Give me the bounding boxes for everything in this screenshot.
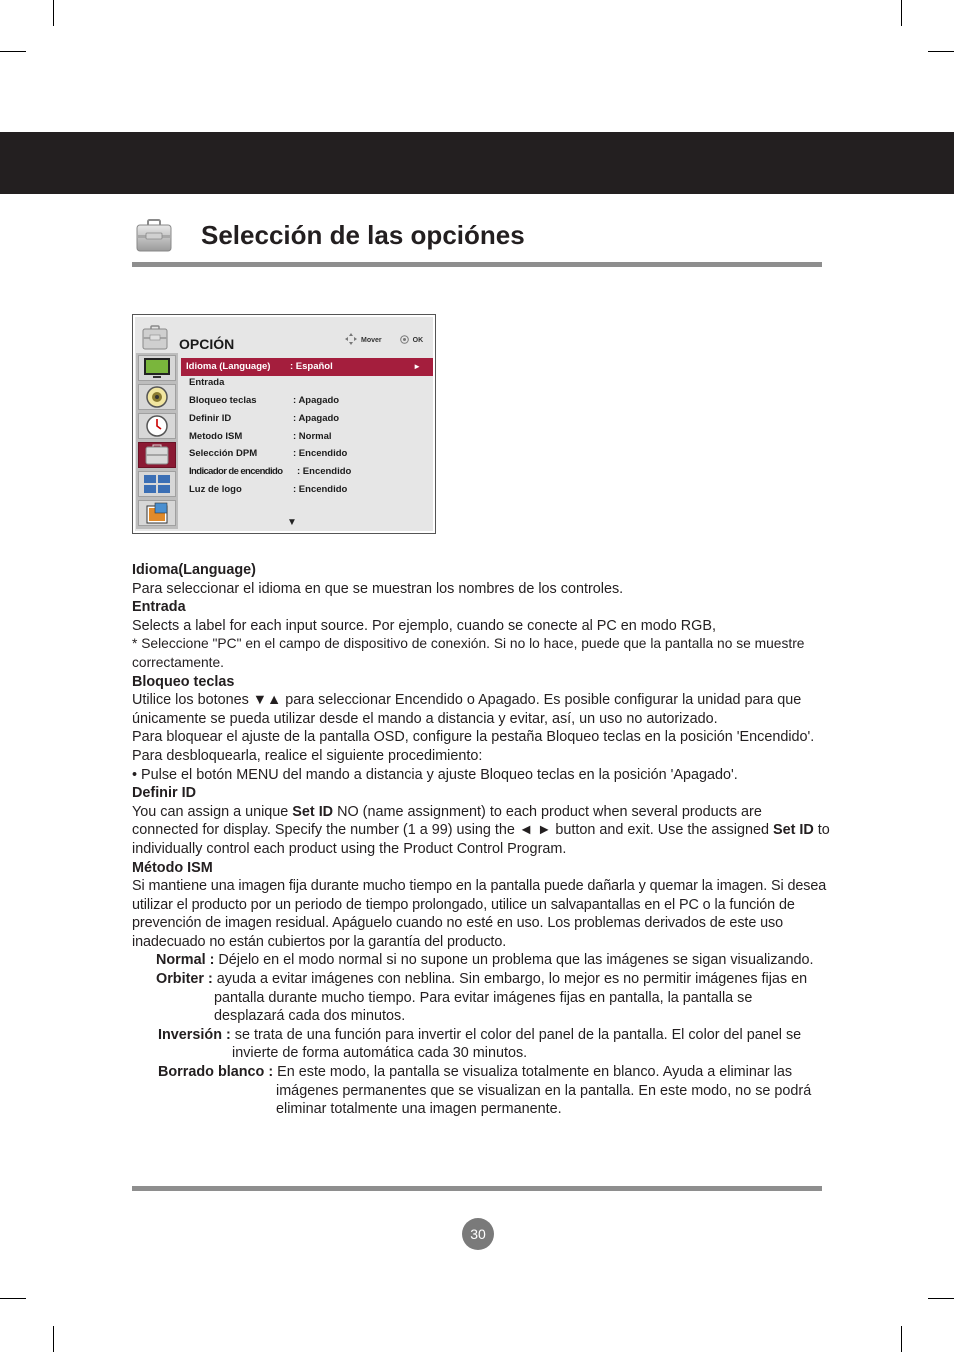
crop-mark: [901, 0, 902, 26]
ism-normal: Normal : Déjelo en el modo normal si no supone un problema que las imágenes se sigan visualizando.: [156, 952, 814, 969]
toolbox-icon: [134, 218, 174, 254]
page-title: Selección de las opciónes: [201, 220, 525, 250]
paragraph: Para seleccionar el idioma en que se muestran los nombres de los controles.: [132, 580, 624, 597]
crop-mark: [928, 51, 954, 52]
ok-icon: [400, 335, 409, 346]
paragraph: You can assign a unique Set ID NO (name assignment) to each product when several products are connected for display. Specify the number (1 a 99) using the ◄ ► button and exit. Use the assigned Set ID to individually control each product using the Product Control Program.: [132, 803, 830, 857]
paragraph: * Seleccione "PC" en el campo de dispositivo de conexión. Si no lo hace, puede que la pantalla no se muestre correctamente.: [132, 636, 805, 670]
time-icon[interactable]: [138, 413, 176, 439]
section-heading: Método ISM: [132, 859, 213, 876]
ok-hint-label: OK: [412, 336, 424, 344]
osd-header: OPCIÓN: [179, 336, 235, 352]
crop-mark: [53, 0, 54, 26]
ism-borrado: Borrado blanco : En este modo, la pantalla se visualiza totalmente en blanco. Ayuda a eliminar las imágenes permanentes que se visualizan en la pantalla. En este modo, no se podrá eliminar totalmente una imagen permanente.: [158, 1064, 812, 1118]
photo-icon[interactable]: [138, 500, 176, 526]
audio-icon[interactable]: [138, 384, 176, 410]
section-heading: Definir ID: [132, 785, 196, 802]
body-text: [132, 561, 832, 1119]
scroll-down-icon[interactable]: ▼: [287, 517, 297, 528]
bottom-rule: [132, 1186, 822, 1191]
crop-mark: [0, 1298, 26, 1299]
osd-hint: [345, 333, 423, 347]
chevron-right-icon: ►: [413, 362, 421, 371]
move-hint-label: Mover: [361, 336, 382, 344]
header-banner: [0, 132, 954, 194]
paragraph: Utilice los botones ▼▲ para seleccionar Encendido o Apagado. Es posible configurar la unidad para que únicamente se pueda utilizar desde el mando a distancia y evitar, así, un uso no autorizado.: [132, 692, 802, 727]
top-rule: [132, 262, 822, 267]
section-heading: Entrada: [132, 599, 186, 616]
paragraph: Si mantiene una imagen fija durante mucho tiempo en la pantalla puede dañarla y quemar la imagen. Si desea utilizar el producto por un periodo de tiempo prolongado, utilice un salvapantallas en el PC o la función de prevención de imagen residual. Apáguelo cuando no esté en uso. Los problemas derivados de este uso inadecuado no están cubiertos por la garantía del producto.: [132, 878, 827, 950]
osd-row-idioma[interactable]: Idioma (Language) : Español ►: [181, 358, 433, 376]
ism-orbiter: Orbiter : ayuda a evitar imágenes con neblina. Sin embargo, lo mejor es no permitir imágenes fijas en pantalla durante mucho tiempo. Para evitar imágenes fijas en pantalla, la pantalla se desplazará cada dos minutos.: [156, 971, 808, 1025]
section-heading: Idioma(Language): [132, 562, 256, 578]
paragraph: Selects a label for each input source. Por ejemplo, cuando se conecte al PC en modo RGB,: [132, 617, 716, 634]
osd-menu: OPCIÓN Mover OK Idioma (Language) : Español ► Entrada Bloqueo teclas : Apagado Definir ID : Apagado Metodo ISM : Normal Selección DPM : Encendido Indicador de encendido : Encendido Luz de logo : Encendido ▼: [132, 314, 436, 534]
tile-icon[interactable]: [138, 471, 176, 497]
crop-mark: [0, 51, 26, 52]
section-heading: Bloqueo teclas: [132, 673, 235, 690]
ism-inversion: Inversión : se trata de una función para invertir el color del panel de la pantalla. El color del panel se invierte de forma automática cada 30 minutos.: [158, 1026, 802, 1062]
crop-mark: [53, 1326, 54, 1352]
paragraph: Para bloquear el ajuste de la pantalla OSD, configure la pestaña Bloqueo teclas en la posición 'Encendido'.: [132, 729, 815, 746]
crop-mark: [928, 1298, 954, 1299]
paragraph: Para desbloquearla, realice el siguiente procedimiento:: [132, 747, 483, 764]
paragraph: • Pulse el botón MENU del mando a distancia y ajuste Bloqueo teclas en la posición 'Apagado'.: [132, 766, 738, 783]
osd-sidebar: [136, 353, 178, 529]
crop-mark: [901, 1326, 902, 1352]
picture-icon[interactable]: [138, 355, 176, 381]
option-icon: [141, 324, 169, 352]
move-icon: [345, 333, 357, 347]
option-tab-icon[interactable]: [138, 442, 176, 468]
page-number: 30: [462, 1218, 494, 1250]
